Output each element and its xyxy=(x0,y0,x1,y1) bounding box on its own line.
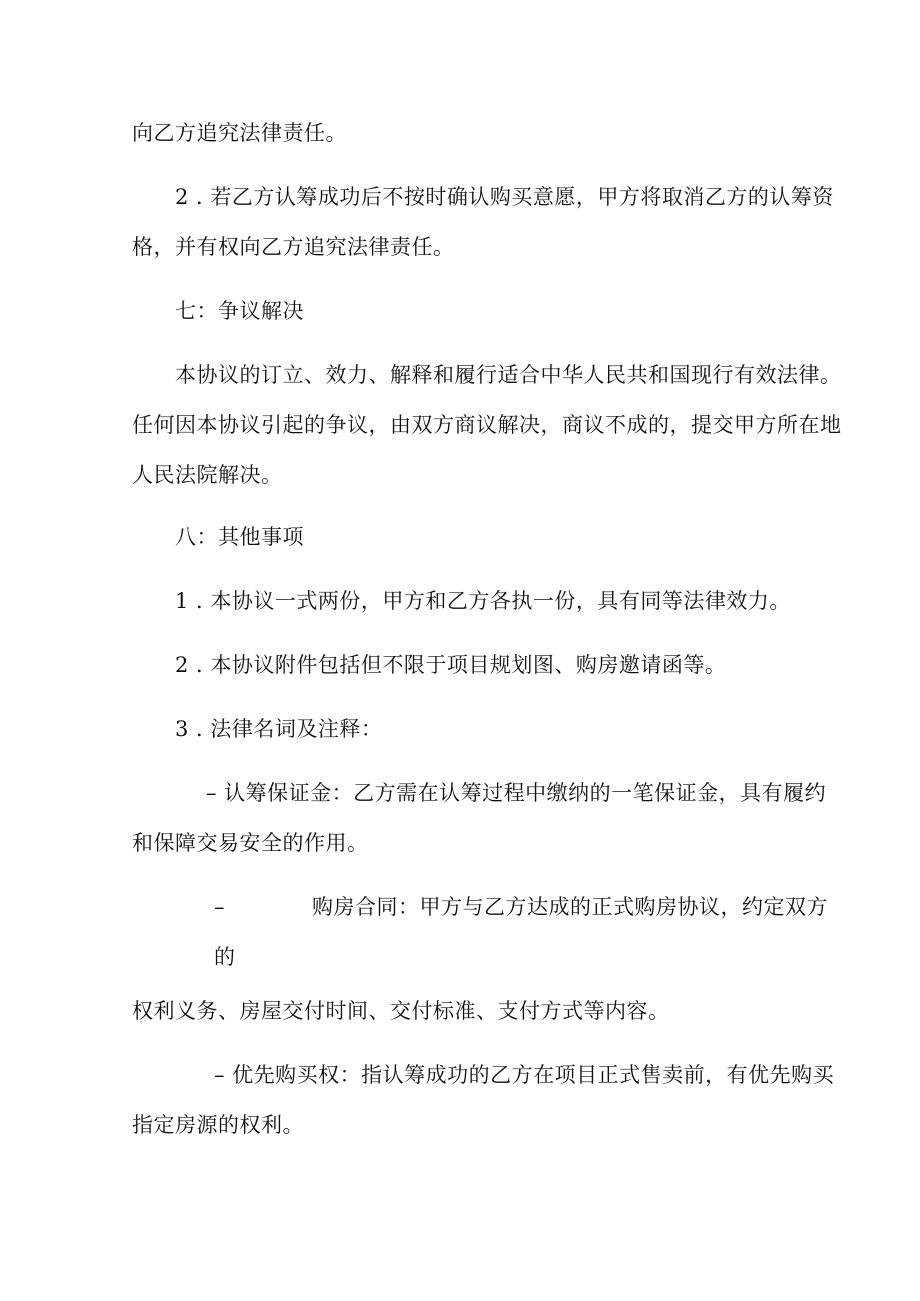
text-line: 和保障交易安全的作用。 xyxy=(132,831,369,855)
text-line: 指定房源的权利。 xyxy=(132,1113,304,1137)
text-line: 的 xyxy=(214,945,236,969)
definition-line: – 优先购买权：指认筹成功的乙方在项目正式售卖前，有优先购买 xyxy=(214,1063,835,1087)
text-line: 向乙方追究法律责任。 xyxy=(132,121,347,145)
text-line: 本协议的订立、效力、解释和履行适合中华人民共和国现行有效法律。 xyxy=(175,363,842,387)
definition-dash: – xyxy=(214,895,225,919)
text-line: 格，并有权向乙方追究法律责任。 xyxy=(132,235,455,259)
text-line: 2 . 本协议附件包括但不限于项目规划图、购房邀请函等。 xyxy=(175,653,727,677)
text-line: 2 . 若乙方认筹成功后不按时确认购买意愿，甲方将取消乙方的认筹资 xyxy=(175,185,834,209)
text-line: 任何因本协议引起的争议，由双方商议解决，商议不成的，提交甲方所在地 xyxy=(132,413,842,437)
text-line: 3 . 法律名词及注释： xyxy=(175,717,383,741)
section-heading: 八：其他事项 xyxy=(175,525,304,549)
text-line: 1 . 本协议一式两份，甲方和乙方各执一份，具有同等法律效力。 xyxy=(175,589,791,613)
definition-line: – 认筹保证金：乙方需在认筹过程中缴纳的一笔保证金，具有履约 xyxy=(206,781,827,805)
text-line: 人民法院解决。 xyxy=(132,463,283,487)
definition-line: 购房合同：甲方与乙方达成的正式购房协议，约定双方 xyxy=(312,895,828,919)
text-line: 权利义务、房屋交付时间、交付标准、支付方式等内容。 xyxy=(132,999,670,1023)
section-heading: 七：争议解决 xyxy=(175,299,304,323)
